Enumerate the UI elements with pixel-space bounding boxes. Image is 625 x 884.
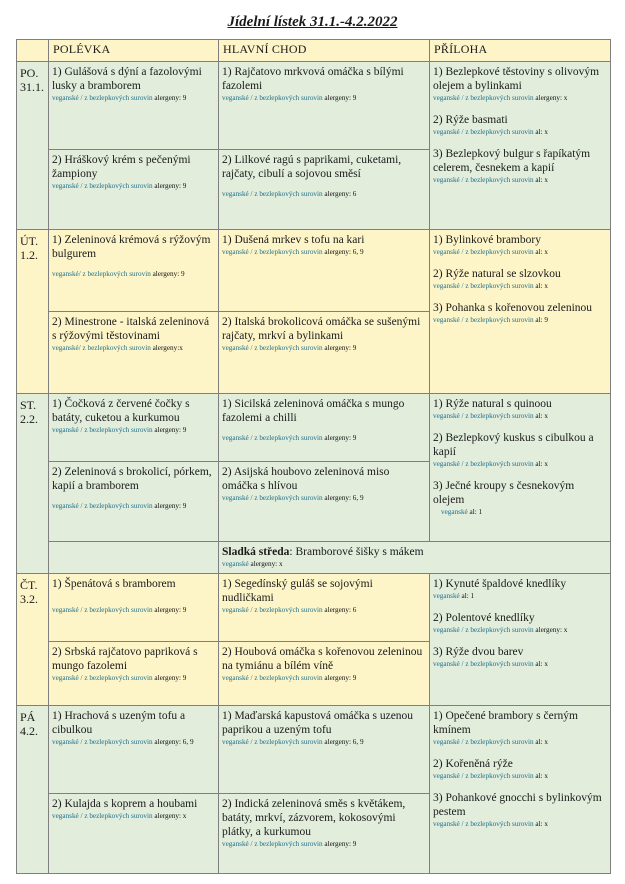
side-cell (430, 230, 611, 394)
sweet-wednesday-cell (219, 542, 611, 574)
dish-meta: veganské / z bezlepkových surovin alergeny: 6 (222, 606, 357, 614)
dish-name: 1) Špenátová s bramborem (52, 578, 176, 590)
dish-name: 1) Dušená mrkev s tofu na kari (222, 234, 365, 246)
main-cell (219, 574, 430, 642)
dish-name: 2) Houbová omáčka s kořenovou zeleninou na tymiánu a bílém víně (222, 646, 423, 672)
dish-meta: veganské / z bezlepkových surovin alergeny: 6, 9 (222, 494, 364, 502)
dish-meta: veganské / z bezlepkových surovin alergeny: 9 (222, 434, 357, 442)
dish-name: 1) Zeleninová krémová s rýžovým bulgurem (52, 234, 211, 260)
soup-cell (49, 312, 219, 394)
dish-name: 1) Sicilská zeleninová omáčka s mungo fazolemi a chilli (222, 398, 405, 424)
dish-meta: veganské / z bezlepkových surovin alergeny: 9 (222, 94, 357, 102)
dish-name: 2) Zeleninová s brokolicí, pórkem, kapií a bramborem (52, 466, 212, 492)
header-soup: POLÉVKA (49, 40, 219, 62)
day-label: ÚT. 1.2. (17, 230, 49, 394)
dish-name: 1) Opečené brambory s černým kmínem (433, 710, 578, 736)
dish-name: 2) Polentové knedlíky (433, 612, 535, 624)
dish-name: 3) Rýže dvou barev (433, 646, 524, 658)
dish-name: 1) Kynuté špaldové knedlíky (433, 578, 567, 590)
dish-meta: veganské / z bezlepkových surovin al: x (433, 248, 548, 256)
main-cell (219, 62, 430, 150)
dish-meta: veganské / z bezlepkových surovin al: x (433, 738, 548, 746)
dish-meta: veganské / z bezlepkových surovin alergeny: 9 (52, 674, 187, 682)
day-row-thursday (17, 574, 611, 642)
day-label: ČT. 3.2. (17, 574, 49, 706)
main-cell (219, 312, 430, 394)
dish-meta: veganské / z bezlepkových surovin alergeny: 6, 9 (222, 738, 364, 746)
dish-name: Sladká středa: Bramborové šišky s mákem (222, 546, 424, 558)
day-row-tuesday (17, 230, 611, 312)
dish-name: 1) Bylinkové brambory (433, 234, 541, 246)
dish-meta: veganské / z bezlepkových surovin alergeny: 9 (52, 426, 187, 434)
soup-cell (49, 230, 219, 312)
dish-name: 3) Ječné kroupy s česnekovým olejem (433, 480, 575, 506)
dish-meta: veganské / z bezlepkových surovin alergeny: 6, 9 (222, 248, 364, 256)
dish-name: 1) Gulášová s dýní a fazolovými lusky a bramborem (52, 66, 202, 92)
day-row-wednesday (17, 394, 611, 462)
dish-name: 1) Rýže natural s quinoou (433, 398, 552, 410)
dish-meta: veganské / z bezlepkových surovin al: x (433, 282, 548, 290)
dish-name: 1) Bezlepkové těstoviny s olivovým olejem a bylinkami (433, 66, 600, 92)
dish-meta: veganské / z bezlepkových surovin alergeny: 9 (222, 840, 357, 848)
dish-name: 3) Pohankové gnocchi s bylinkovým pestem (433, 792, 602, 818)
day-row-monday (17, 62, 611, 150)
dish-meta: veganské / z bezlepkových surovin al: x (433, 820, 548, 828)
dish-meta: veganské / z bezlepkových surovin alergeny: 9 (52, 606, 187, 614)
dish-meta: veganské / z bezlepkových surovin al: x (433, 412, 548, 420)
dish-name: 2) Italská brokolicová omáčka se sušenými rajčaty, mrkví a bylinkami (222, 316, 421, 342)
dish-meta: veganské/ z bezlepkových surovin alergeny:x (52, 344, 183, 352)
dish-name: 2) Minestrone - italská zeleninová s rýžovými těstovinami (52, 316, 210, 342)
main-cell (219, 462, 430, 542)
dish-name: 2) Hráškový krém s pečenými žampiony (52, 154, 191, 180)
day-label: ST. 2.2. (17, 394, 49, 574)
side-cell (430, 574, 611, 706)
soup-cell (49, 642, 219, 706)
side-cell (430, 706, 611, 874)
dish-name: 1) Hrachová s uzeným tofu a cibulkou (52, 710, 186, 736)
day-label: PÁ 4.2. (17, 706, 49, 874)
dish-meta: veganské / z bezlepkových surovin al: x (433, 128, 548, 136)
dish-meta: veganské alergeny: x (222, 560, 283, 568)
soup-cell (49, 706, 219, 794)
dish-name: 1) Segedínský guláš se sojovými nudličkami (222, 578, 373, 604)
header-side: PŘÍLOHA (430, 40, 611, 62)
dish-meta: veganské/ z bezlepkových surovin alergeny: 9 (52, 270, 185, 278)
menu-table (16, 39, 611, 874)
dish-name: 2) Lilkové ragú s paprikami, cuketami, rajčaty, cibulí a sojovou směsí (222, 154, 402, 180)
dish-meta: veganské / z bezlepkových surovin alergeny: 9 (52, 182, 187, 190)
main-cell (219, 642, 430, 706)
dish-name: 3) Bezlepkový bulgur s řapíkatým celerem, česnekem a kapií (433, 148, 591, 174)
dish-meta: veganské / z bezlepkových surovin al: x (433, 460, 548, 468)
dish-meta: veganské / z bezlepkových surovin alergeny: 9 (52, 94, 187, 102)
dish-meta: veganské al: 1 (441, 508, 483, 516)
side-cell (430, 394, 611, 542)
dish-name: 2) Indická zeleninová směs s květákem, batáty, mrkví, zázvorem, kokosovými plátky, a kurkumou (222, 798, 406, 838)
soup-cell (49, 794, 219, 874)
soup-cell (49, 394, 219, 462)
soup-cell (49, 62, 219, 150)
dish-meta: veganské / z bezlepkových surovin alergeny: x (433, 94, 568, 102)
dish-name: 1) Rajčatovo mrkvová omáčka s bílými fazolemi (222, 66, 404, 92)
dish-name: 2) Asijská houbovo zeleninová miso omáčka s hlívou (222, 466, 390, 492)
dish-name: 2) Rýže basmati (433, 114, 508, 126)
dish-meta: veganské / z bezlepkových surovin alergeny: 6, 9 (52, 738, 194, 746)
soup-cell (49, 462, 219, 542)
dish-meta: veganské / z bezlepkových surovin alergeny: 6 (222, 190, 357, 198)
dish-name: 1) Maďarská kapustová omáčka s uzenou paprikou a uzeným tofu (222, 710, 414, 736)
main-cell (219, 150, 430, 230)
dish-meta: veganské / z bezlepkových surovin al: x (433, 176, 548, 184)
main-cell (219, 706, 430, 794)
dish-name: 3) Pohanka s kořenovou zeleninou (433, 302, 593, 314)
dish-meta: veganské / z bezlepkových surovin alergeny: x (52, 812, 187, 820)
header-main: HLAVNÍ CHOD (219, 40, 430, 62)
dish-meta: veganské / z bezlepkových surovin al: 9 (433, 316, 548, 324)
dish-meta: veganské / z bezlepkových surovin al: x (433, 660, 548, 668)
dish-meta: veganské / z bezlepkových surovin al: x (433, 772, 548, 780)
dish-name: 2) Bezlepkový kuskus s cibulkou a kapií (433, 432, 594, 458)
day-row-friday (17, 706, 611, 794)
day-label: PO. 31.1. (17, 62, 49, 230)
dish-name: 2) Kulajda s koprem a houbami (52, 798, 198, 810)
main-cell (219, 230, 430, 312)
main-cell (219, 394, 430, 462)
dish-name: 2) Kořeněná rýže (433, 758, 513, 770)
main-cell (219, 794, 430, 874)
menu-title: Jídelní lístek 31.1.-4.2.2022 (227, 14, 398, 30)
soup-cell (49, 574, 219, 642)
dish-name: 2) Srbská rajčatovo papriková s mungo fazolemi (52, 646, 198, 672)
dish-meta: veganské / z bezlepkových surovin alergeny: 9 (222, 344, 357, 352)
dish-name: 2) Rýže natural se slzovkou (433, 268, 561, 280)
dish-meta: veganské / z bezlepkových surovin alergeny: 9 (222, 674, 357, 682)
dish-meta: veganské / z bezlepkových surovin alergeny: 9 (52, 502, 187, 510)
dish-meta: veganské al: 1 (433, 592, 475, 600)
header-day (17, 40, 49, 62)
side-cell (430, 62, 611, 230)
dish-name: 1) Čočková z červené čočky s batáty, cuketou a kurkumou (52, 398, 190, 424)
soup-cell (49, 150, 219, 230)
dish-meta: veganské / z bezlepkových surovin alergeny: x (433, 626, 568, 634)
header-row (17, 40, 611, 62)
